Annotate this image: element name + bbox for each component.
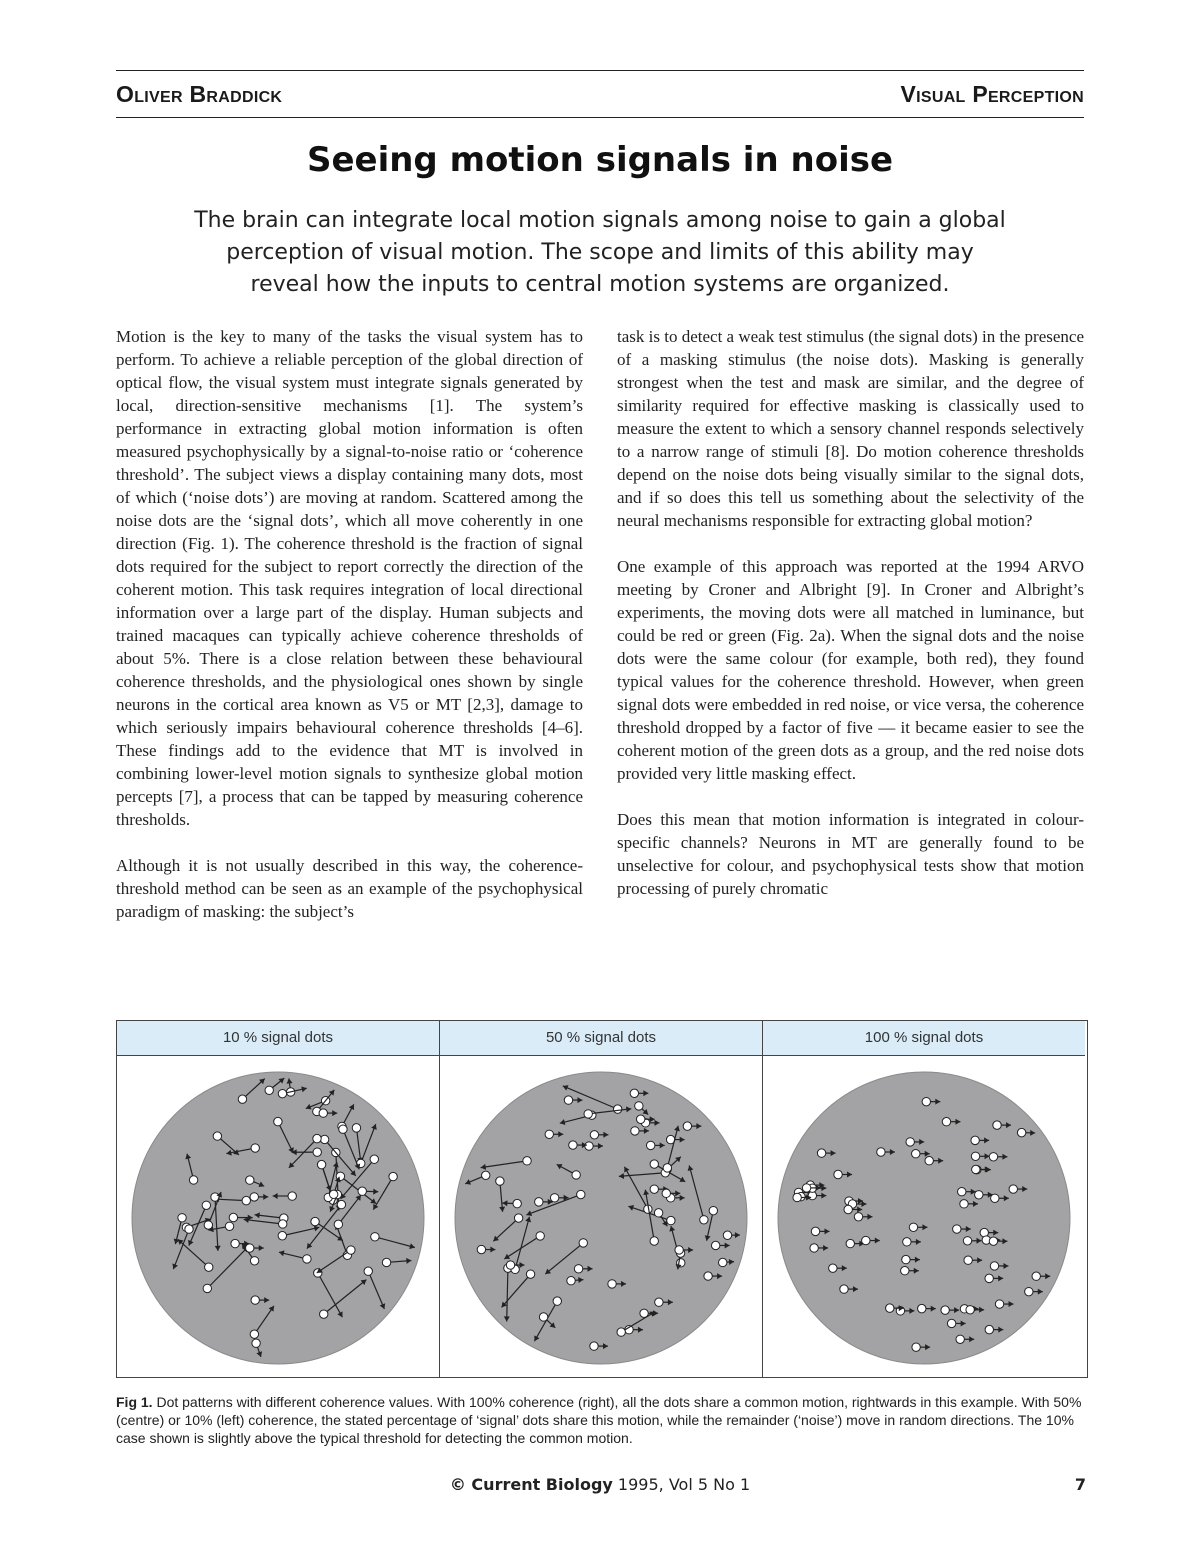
figure-caption bbox=[116, 1393, 1084, 1447]
article-title: Seeing motion signals in noise bbox=[306, 140, 894, 180]
citation-details: 1995, Vol 5 No 1 bbox=[612, 1475, 751, 1494]
journal-name: © Current Biology bbox=[449, 1475, 613, 1494]
page-number: 7 bbox=[1074, 1475, 1086, 1494]
figure-1 bbox=[116, 1020, 1088, 1378]
aperture-disc bbox=[778, 1072, 1070, 1364]
figure-panel-100 bbox=[763, 1021, 1085, 1377]
body-column-left bbox=[116, 325, 583, 946]
body-paragraph: task is to detect a weak test stimulus (the signal dots) in the presence of a masking stimulus (the noise dots). Masking is generally strongest when the test and mask are similar, and the degree of similarity required for effective masking is classically used to measure the extent to which a sensory channel responds selectively to a narrow range of stimuli [8]. Do motion coherence thresholds depend on the noise dots being visually similar to the signal dots, and if so does this tell us something about the selectivity of the neural mechanisms responsible for extracting global motion? bbox=[617, 327, 1084, 530]
dot-pattern-10 bbox=[117, 1056, 439, 1376]
dot-pattern-100 bbox=[763, 1056, 1085, 1376]
body-paragraph: Motion is the key to many of the tasks the visual system has to perform. To achieve a reliable perception of the global direction of optical flow, the visual system must integrate signals generated by local, direction-sensitive mechanisms [1]. The system’s performance in extracting global motion information is often measured psychophysically by a signal-to-noise ratio or ‘coherence threshold’. The subject views a display containing many dots, most of which (‘noise dots’) are moving at random. Scattered among the noise dots are the ‘signal dots’, which all move coherently in one direction (Fig. 1). The coherence threshold is the fraction of signal dots required for the subject to report correctly the direction of the coherent motion. This task requires integration of local directional information over a large part of the display. Human subjects and trained macaques can typically achieve coherence thresholds of about 5%. There is a close relation between these behavioural coherence thresholds, and the physiological ones shown by single neurons in the cortical area known as V5 or MT [2,3], damage to which seriously impairs behavioural coherence thresholds [4–6]. These findings add to the evidence that MT is involved in combining lower-level motion signals to synthesize global motion percepts [7], a process that can be tapped by measuring coherence thresholds. bbox=[116, 327, 583, 829]
running-header bbox=[116, 70, 1084, 118]
caption-text: Dot patterns with different coherence values. With 100% coherence (right), all the dots share a common motion, rightwards in this example. With 50% (centre) or 10% (left) coherence, the stated percentage of ‘signal’ dots share this motion, while the remainder (‘noise’) move in random directions. The 10% case shown is slightly above the typical threshold for detecting the common motion. bbox=[116, 1394, 1082, 1446]
section-name: Visual Perception bbox=[900, 81, 1084, 107]
panel-label: 50 % signal dots bbox=[440, 1021, 762, 1056]
body-paragraph: Does this mean that motion information is integrated in colour-specific channels? Neurons in MT are generally found to be unselective for colour, and psychophysical tests show that motion processing of purely chromatic bbox=[617, 810, 1084, 898]
panel-label: 100 % signal dots bbox=[763, 1021, 1085, 1056]
panel-label: 10 % signal dots bbox=[117, 1021, 439, 1056]
figure-panel-50 bbox=[440, 1021, 763, 1377]
author-name: Oliver Braddick bbox=[116, 81, 283, 107]
body-column-right bbox=[617, 325, 1084, 923]
dot-pattern-50 bbox=[440, 1056, 762, 1376]
article-standfirst: The brain can integrate local motion signals among noise to gain a global perception of visual motion. The scope and limits of this ability may reveal how the inputs to central motion systems are organized. bbox=[194, 208, 1006, 297]
figure-panel-10 bbox=[117, 1021, 440, 1377]
body-paragraph: Although it is not usually described in this way, the coherence-threshold method can be seen as an example of the psychophysical paradigm of masking: the subject’s bbox=[116, 856, 583, 921]
caption-label: Fig 1. bbox=[116, 1394, 153, 1410]
body-paragraph: One example of this approach was reported at the 1994 ARVO meeting by Croner and Albright [9]. In Croner and Albright’s experiments, the moving dots were all matched in luminance, but could be red or green (Fig. 2a). When the signal dots and the noise dots were the same colour (for example, both red), they found typical values for the coherence threshold. However, when green signal dots were embedded in red noise, or vice versa, the coherence threshold dropped by a factor of five — it became easier to see the coherent motion of the green dots as a group, and the red noise dots provided very little masking effect. bbox=[617, 557, 1084, 783]
journal-citation bbox=[116, 1475, 1084, 1494]
